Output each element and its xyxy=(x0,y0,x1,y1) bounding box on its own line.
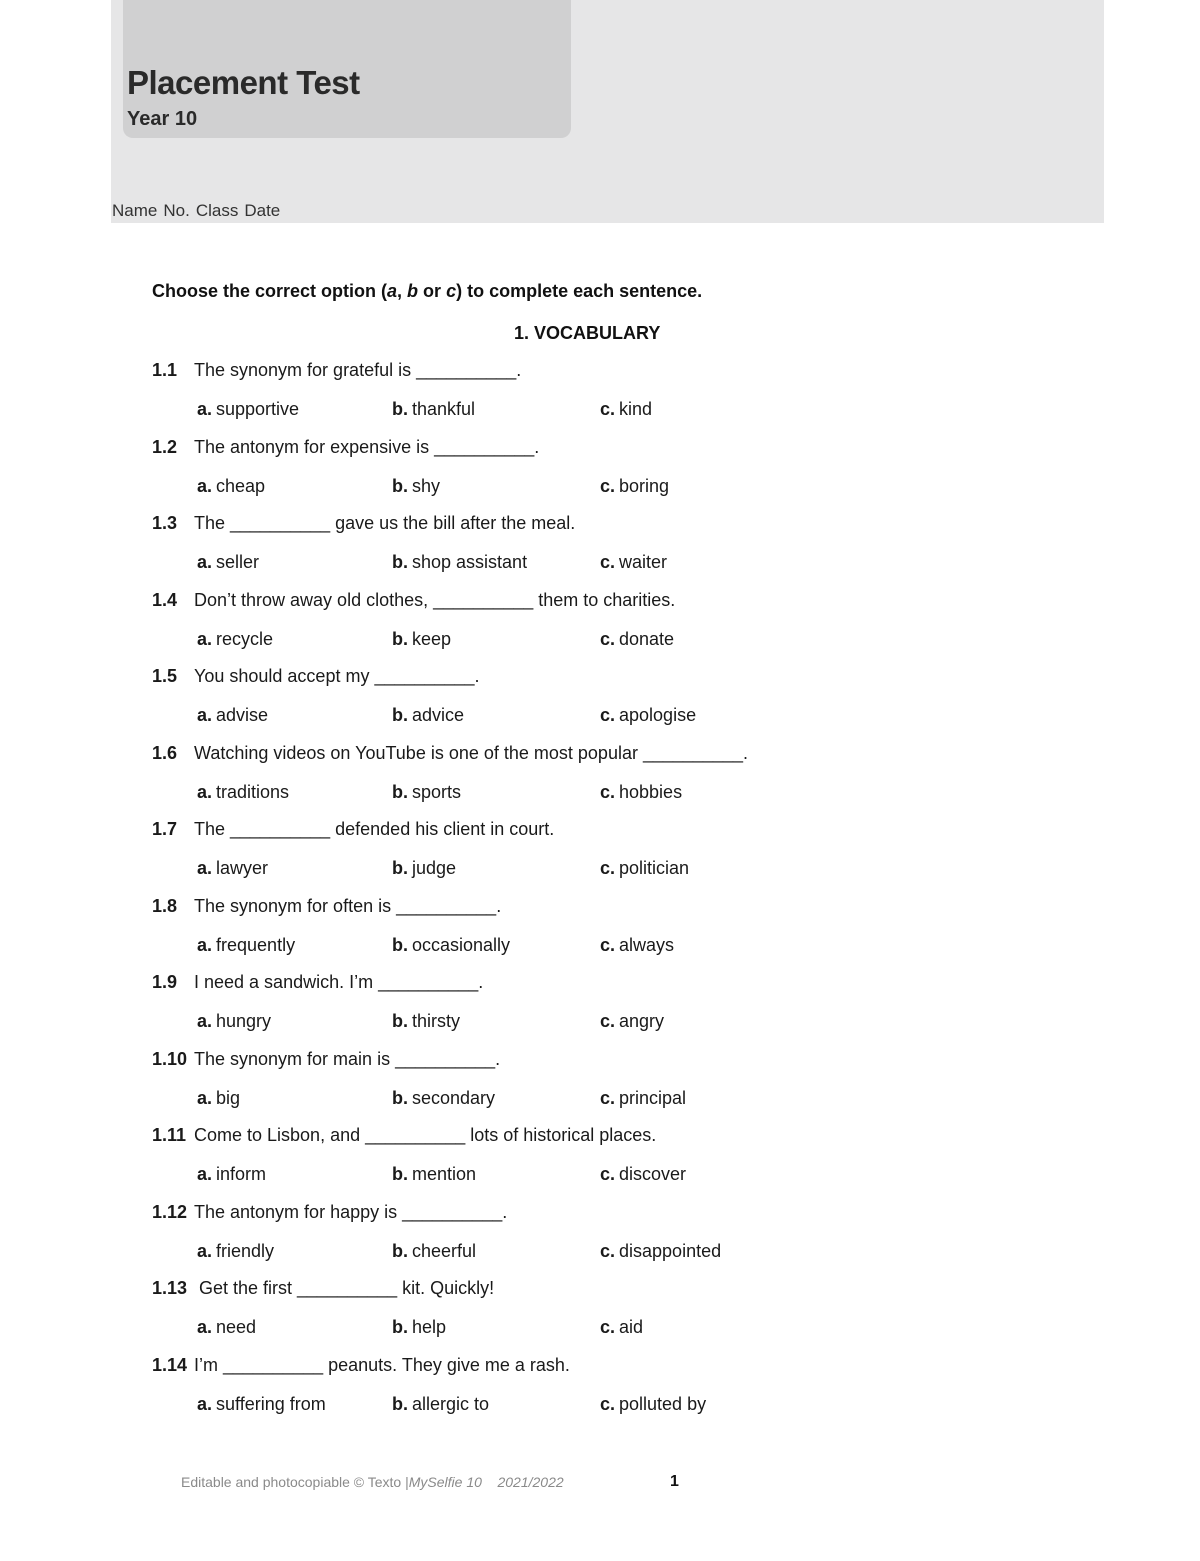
option-letter: b. xyxy=(392,399,408,419)
option-letter: b. xyxy=(392,1240,408,1261)
instruction-sep: , xyxy=(397,281,408,301)
option-letter: c. xyxy=(600,1393,616,1414)
instruction-option-c: c xyxy=(446,281,457,301)
option-b[interactable] xyxy=(392,1317,446,1338)
option-text: shy xyxy=(412,475,441,496)
question-number: 1.9 xyxy=(152,972,178,992)
option-letter: b. xyxy=(392,1011,408,1031)
option-b[interactable] xyxy=(392,399,475,420)
question-text: Come to Lisbon, and __________ lots of historical places. xyxy=(194,1125,657,1145)
option-a[interactable] xyxy=(197,935,295,956)
option-c[interactable] xyxy=(600,1088,686,1109)
question-text: The synonym for grateful is __________. xyxy=(194,360,522,380)
page-subtitle: Year 10 xyxy=(127,108,198,130)
option-a[interactable] xyxy=(197,476,265,497)
option-c[interactable] xyxy=(600,782,682,803)
option-a[interactable] xyxy=(197,1164,266,1185)
option-b[interactable] xyxy=(392,782,461,803)
option-text: mention xyxy=(412,1164,477,1184)
option-letter: b. xyxy=(392,1393,408,1414)
question-stem xyxy=(152,1125,656,1146)
option-letter: a. xyxy=(197,552,213,572)
question-text: The synonym for often is __________. xyxy=(194,895,502,916)
question-stem xyxy=(152,513,575,534)
question-item xyxy=(152,360,1052,437)
question-number: 1.6 xyxy=(152,742,178,763)
option-c[interactable] xyxy=(600,629,674,650)
page-title: Placement Test xyxy=(127,64,360,101)
question-stem xyxy=(152,972,483,993)
question-number: 1.2 xyxy=(152,436,178,457)
option-letter: b. xyxy=(392,475,408,496)
option-letter: a. xyxy=(197,934,213,955)
option-text: disappointed xyxy=(619,1240,722,1261)
option-letter: c. xyxy=(600,628,616,649)
option-b[interactable] xyxy=(392,552,527,573)
date-field-label: Date xyxy=(244,201,281,220)
option-letter: c. xyxy=(600,1087,616,1108)
instruction-option-a: a xyxy=(387,281,398,301)
instructions xyxy=(152,281,702,302)
option-a[interactable] xyxy=(197,399,299,420)
option-letter: b. xyxy=(392,552,408,572)
option-text: secondary xyxy=(412,1087,496,1108)
option-b[interactable] xyxy=(392,705,464,726)
question-item xyxy=(152,743,1052,820)
option-text: hungry xyxy=(216,1011,272,1031)
instruction-option-b: b xyxy=(407,281,419,301)
option-letter: c. xyxy=(600,934,616,955)
option-letter: c. xyxy=(600,858,616,878)
question-stem xyxy=(152,1049,500,1070)
number-field-label: No. xyxy=(163,201,190,220)
option-letter: a. xyxy=(197,1087,213,1108)
option-b[interactable] xyxy=(392,858,456,879)
question-text: The antonym for expensive is __________. xyxy=(194,436,540,457)
option-b[interactable] xyxy=(392,1394,489,1415)
option-a[interactable] xyxy=(197,1011,271,1032)
option-letter: a. xyxy=(197,628,213,649)
option-text: lawyer xyxy=(216,858,269,878)
option-text: donate xyxy=(619,628,675,649)
option-c[interactable] xyxy=(600,1011,664,1032)
option-letter: c. xyxy=(600,705,616,725)
option-letter: c. xyxy=(600,1240,616,1261)
option-letter: a. xyxy=(197,399,213,419)
option-letter: a. xyxy=(197,858,213,878)
question-item xyxy=(152,1278,1052,1355)
question-text: You should accept my __________. xyxy=(194,666,480,686)
option-c[interactable] xyxy=(600,552,667,573)
option-text: shop assistant xyxy=(412,552,528,572)
option-letter: b. xyxy=(392,628,408,649)
option-b[interactable] xyxy=(392,1164,476,1185)
question-item xyxy=(152,819,1052,896)
option-b[interactable] xyxy=(392,1241,476,1262)
question-stem xyxy=(152,1202,507,1223)
option-text: occasionally xyxy=(412,934,511,955)
option-text: suffering from xyxy=(216,1393,326,1414)
option-c[interactable] xyxy=(600,476,669,497)
option-text: recycle xyxy=(216,628,274,649)
option-letter: a. xyxy=(197,1393,213,1414)
option-text: advice xyxy=(412,705,465,725)
option-text: need xyxy=(216,1317,257,1337)
option-text: polluted by xyxy=(619,1393,707,1414)
option-text: politician xyxy=(619,858,690,878)
option-text: thankful xyxy=(412,399,476,419)
option-letter: b. xyxy=(392,858,408,878)
option-c[interactable] xyxy=(600,1241,721,1262)
option-b[interactable] xyxy=(392,935,510,956)
question-stem xyxy=(152,743,748,764)
option-letter: c. xyxy=(600,1011,616,1031)
option-c[interactable] xyxy=(600,1317,643,1338)
option-c[interactable] xyxy=(600,935,674,956)
instruction-or: or xyxy=(418,281,447,301)
question-text: Watching videos on YouTube is one of the most popular __________. xyxy=(194,742,749,763)
option-text: supportive xyxy=(216,399,300,419)
option-letter: c. xyxy=(600,552,616,572)
question-number: 1.14 xyxy=(152,1354,188,1375)
question-number: 1.7 xyxy=(152,819,178,839)
question-item xyxy=(152,590,1052,667)
question-number: 1.1 xyxy=(152,360,178,380)
option-text: sports xyxy=(412,781,462,802)
option-a[interactable] xyxy=(197,552,259,573)
question-stem xyxy=(152,590,675,611)
option-text: apologise xyxy=(619,705,697,725)
question-stem xyxy=(152,666,480,687)
question-number: 1.12 xyxy=(152,1201,188,1222)
option-a[interactable] xyxy=(197,1394,326,1415)
question-stem xyxy=(152,1278,494,1299)
question-stem xyxy=(152,437,539,458)
option-text: kind xyxy=(619,399,653,419)
student-info-fields xyxy=(112,201,280,221)
question-text: The synonym for main is __________. xyxy=(194,1048,501,1069)
question-text: The antonym for happy is __________. xyxy=(194,1201,508,1222)
option-text: thirsty xyxy=(412,1011,461,1031)
option-letter: b. xyxy=(392,705,408,725)
question-number: 1.13 xyxy=(152,1278,188,1298)
option-letter: a. xyxy=(197,705,213,725)
option-text: big xyxy=(216,1087,241,1108)
option-letter: b. xyxy=(392,1317,408,1337)
option-c[interactable] xyxy=(600,858,689,879)
option-c[interactable] xyxy=(600,1394,706,1415)
question-stem xyxy=(152,360,521,381)
page-number: 1 xyxy=(670,1473,679,1490)
option-letter: c. xyxy=(600,475,616,496)
option-text: discover xyxy=(619,1164,687,1184)
option-text: waiter xyxy=(619,552,668,572)
question-number: 1.10 xyxy=(152,1048,188,1069)
option-c[interactable] xyxy=(600,1164,686,1185)
option-text: advise xyxy=(216,705,269,725)
option-text: boring xyxy=(619,475,670,496)
option-letter: a. xyxy=(197,1164,213,1184)
instruction-pre: Choose the correct option ( xyxy=(152,281,388,301)
name-field-label: Name xyxy=(112,201,158,220)
option-letter: a. xyxy=(197,1240,213,1261)
section-title: 1. VOCABULARY xyxy=(514,323,661,343)
question-item xyxy=(152,1202,1052,1279)
question-number: 1.3 xyxy=(152,513,178,533)
option-b[interactable] xyxy=(392,629,451,650)
option-text: angry xyxy=(619,1011,665,1031)
option-text: allergic to xyxy=(412,1393,490,1414)
option-letter: a. xyxy=(197,475,213,496)
option-text: always xyxy=(619,934,675,955)
question-item xyxy=(152,1355,1052,1432)
option-letter: c. xyxy=(600,1317,616,1337)
option-letter: b. xyxy=(392,781,408,802)
option-text: cheerful xyxy=(412,1240,477,1261)
question-number: 1.8 xyxy=(152,895,178,916)
question-item xyxy=(152,666,1052,743)
book-title: MySelfie 10 xyxy=(408,1474,482,1490)
option-letter: b. xyxy=(392,934,408,955)
question-stem xyxy=(152,1355,570,1376)
option-b[interactable] xyxy=(392,476,440,497)
option-text: keep xyxy=(412,628,452,649)
question-item xyxy=(152,972,1052,1049)
question-item xyxy=(152,513,1052,590)
question-text: The __________ gave us the bill after the meal. xyxy=(194,513,576,533)
question-text: Don’t throw away old clothes, __________ them to charities. xyxy=(194,589,676,610)
school-year: 2021/2022 xyxy=(497,1474,564,1490)
option-text: hobbies xyxy=(619,781,683,802)
option-text: aid xyxy=(619,1317,644,1337)
question-item xyxy=(152,437,1052,514)
footer-copyright xyxy=(181,1474,564,1490)
option-letter: a. xyxy=(197,1011,213,1031)
option-text: help xyxy=(412,1317,447,1337)
option-letter: b. xyxy=(392,1087,408,1108)
option-a[interactable] xyxy=(197,858,268,879)
question-text: I’m __________ peanuts. They give me a rash. xyxy=(194,1354,570,1375)
option-letter: a. xyxy=(197,1317,213,1337)
question-stem xyxy=(152,819,554,840)
question-number: 1.4 xyxy=(152,589,178,610)
question-number: 1.5 xyxy=(152,666,178,686)
option-b[interactable] xyxy=(392,1088,495,1109)
option-text: traditions xyxy=(216,781,290,802)
question-item xyxy=(152,896,1052,973)
option-text: principal xyxy=(619,1087,687,1108)
option-c[interactable] xyxy=(600,705,696,726)
option-letter: c. xyxy=(600,781,616,802)
option-a[interactable] xyxy=(197,1317,256,1338)
option-text: cheap xyxy=(216,475,266,496)
option-b[interactable] xyxy=(392,1011,460,1032)
question-list xyxy=(152,360,1052,1431)
copyright-text: Editable and photocopiable © Texto | xyxy=(181,1474,409,1490)
question-number: 1.11 xyxy=(152,1125,187,1145)
option-letter: c. xyxy=(600,1164,616,1184)
option-a[interactable] xyxy=(197,629,273,650)
option-a[interactable] xyxy=(197,782,289,803)
class-field-label: Class xyxy=(195,201,239,220)
option-letter: a. xyxy=(197,781,213,802)
option-letter: b. xyxy=(392,1164,408,1184)
option-text: seller xyxy=(216,552,260,572)
question-item xyxy=(152,1125,1052,1202)
question-stem xyxy=(152,896,501,917)
question-item xyxy=(152,1049,1052,1126)
question-text: Get the first __________ kit. Quickly! xyxy=(194,1278,495,1298)
question-text: The __________ defended his client in court. xyxy=(194,819,555,839)
instruction-post: ) to complete each sentence. xyxy=(456,281,703,301)
option-text: inform xyxy=(216,1164,267,1184)
option-text: judge xyxy=(412,858,457,878)
question-text: I need a sandwich. I’m __________. xyxy=(194,972,484,992)
option-text: friendly xyxy=(216,1240,275,1261)
option-a[interactable] xyxy=(197,705,268,726)
option-c[interactable] xyxy=(600,399,652,420)
option-a[interactable] xyxy=(197,1088,240,1109)
option-text: frequently xyxy=(216,934,296,955)
option-a[interactable] xyxy=(197,1241,274,1262)
option-letter: c. xyxy=(600,399,616,419)
